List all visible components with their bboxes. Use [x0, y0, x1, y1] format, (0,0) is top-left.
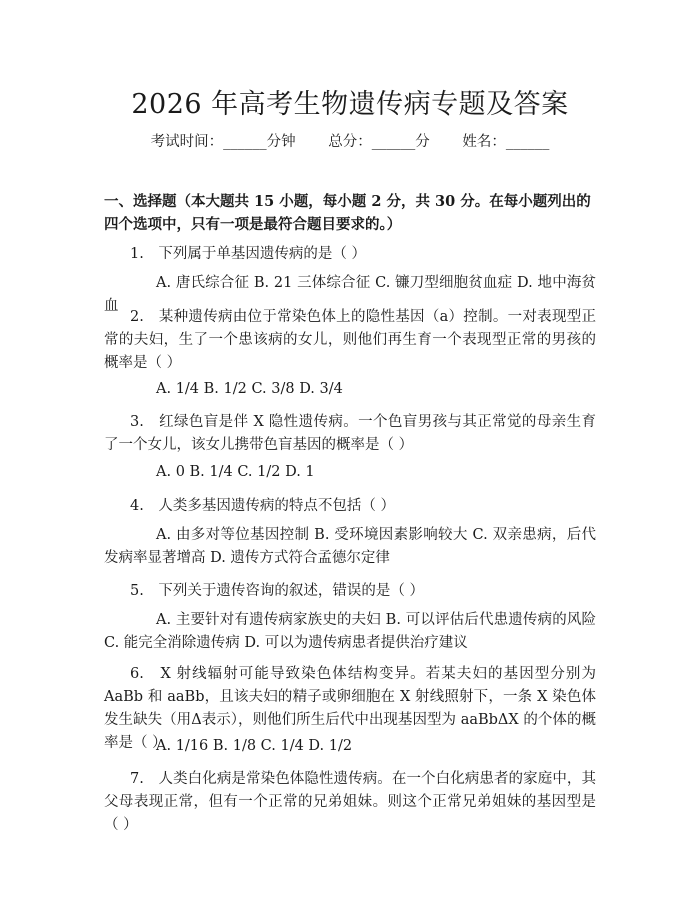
total-score-field: 总分：______分 [328, 134, 430, 150]
question-3-options: A. 0 B. 1/4 C. 1/2 D. 1 [156, 464, 315, 480]
student-name-field: 姓名：______ [462, 134, 550, 150]
question-5-stem: 5. 下列关于遗传咨询的叙述，错误的是（ ） [130, 583, 424, 599]
question-5-options: A. 主要针对有遗传病家族史的夫妇 B. 可以评估后代患遗传病的风险 C. 能完全消除遗传病 D. 可以为遗传病患者提供治疗建议 [104, 612, 596, 651]
question-4-options: A. 由多对等位基因控制 B. 受环境因素影响较大 C. 双亲患病，后代发病率显著增高 D. 遗传方式符合孟德尔定律 [104, 527, 596, 566]
question-4-stem: 4. 人类多基因遗传病的特点不包括（ ） [130, 498, 395, 514]
page-title: 2026 年高考生物遗传病专题及答案 [131, 89, 569, 120]
question-6-options: A. 1/16 B. 1/8 C. 1/4 D. 1/2 [156, 738, 353, 754]
section-header: 一、选择题（本大题共 15 小题，每小题 2 分，共 30 分。在每小题列出的四个选项中，只有一项是最符合题目要求的。） [104, 193, 591, 233]
exam-time-field: 考试时间：______分钟 [150, 134, 296, 150]
question-1-stem: 1. 下列属于单基因遗传病的是（ ） [130, 246, 366, 262]
question-6-stem: 6. X 射线辐射可能导致染色体结构变异。若某夫妇的基因型分别为 AaBb 和 aaBb，且该夫妇的精子或卵细胞在 X 射线照射下，一条 X 染色体发生缺失（用Δ表示），则他们所生后代中出现基因型为 aaBbΔX 的个体的概率是（ ） [104, 666, 596, 751]
question-2-options: A. 1/4 B. 1/2 C. 3/8 D. 3/4 [156, 381, 343, 397]
question-1-options: A. 唐氏综合征 B. 21 三体综合征 C. 镰刀型细胞贫血症 D. 地中海贫血 [104, 275, 596, 314]
question-3-stem: 3. 红绿色盲是伴 X 隐性遗传病。一个色盲男孩与其正常觉的母亲生育了一个女儿，该女儿携带色盲基因的概率是（ ） [104, 414, 596, 453]
exam-info-line [0, 130, 700, 151]
question-2-stem: 2. 某种遗传病由位于常染色体上的隐性基因（a）控制。一对表现型正常的夫妇，生了一个患该病的女儿，则他们再生育一个表现型正常的男孩的概率是（ ） [104, 309, 596, 371]
question-7-stem: 7. 人类白化病是常染色体隐性遗传病。在一个白化病患者的家庭中，其父母表现正常，但有一个正常的兄弟姐妹。则这个正常兄弟姐妹的基因型是（ ） [104, 771, 596, 833]
